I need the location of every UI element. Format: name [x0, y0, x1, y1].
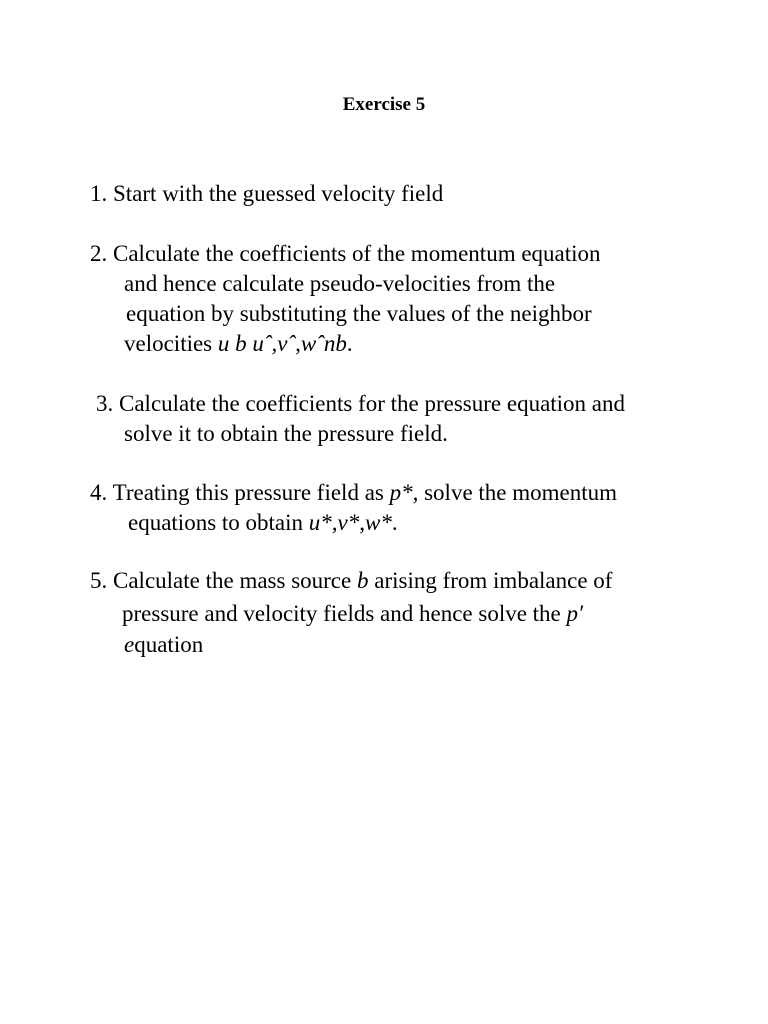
step-4-line-1: [90, 481, 617, 504]
step-5-line-1: [90, 569, 612, 592]
step-2-line-4-prefix: velocities: [124, 331, 218, 356]
step-3-line-2: solve it to obtain the pressure field.: [124, 421, 448, 446]
step-4-line-1-suffix: solve the momentum: [418, 480, 618, 505]
step-4-line-1-prefix: 4. Treating this pressure field as: [90, 480, 390, 505]
step-5-line-1-prefix: 5. Calculate the mass source: [90, 568, 357, 593]
step-1-line-1: 1. Start with the guessed velocity field: [90, 181, 444, 206]
step-5-mass-source-math: b: [356, 568, 369, 593]
step-5-line-2-prefix: pressure and velocity fields and hence solve the: [122, 601, 567, 626]
step-4-pressure-math: p*,: [389, 480, 419, 505]
step-2-line-4-suffix: .: [346, 331, 353, 356]
exercise-title: Exercise 5: [342, 94, 426, 115]
step-4-line-2: [128, 511, 398, 534]
step-4-velocity-math: u*,v*,w*: [308, 510, 392, 535]
step-2-velocity-math: u b uˆ,vˆ,wˆnb: [217, 331, 347, 356]
step-5-line-3-suffix: quation: [134, 632, 204, 657]
step-2-line-2: and hence calculate pseudo-velocities from the: [124, 271, 556, 296]
step-5-line-3: [124, 633, 203, 656]
step-5-line-2: [122, 602, 583, 625]
step-2-line-3: equation by substituting the values of the neighbor: [126, 301, 592, 326]
step-4-line-2-prefix: equations to obtain: [128, 510, 309, 535]
step-3-line-1: 3. Calculate the coefficients for the pressure equation and: [96, 391, 626, 416]
step-2-line-1: 2. Calculate the coefficients of the momentum equation: [90, 241, 601, 266]
step-5-line-3-math: e: [124, 632, 135, 657]
step-4-line-2-suffix: .: [391, 510, 398, 535]
step-2-line-4: [124, 332, 353, 355]
step-5-pcorrection-math: p′: [566, 601, 584, 626]
step-5-line-1-suffix: arising from imbalance of: [368, 568, 613, 593]
